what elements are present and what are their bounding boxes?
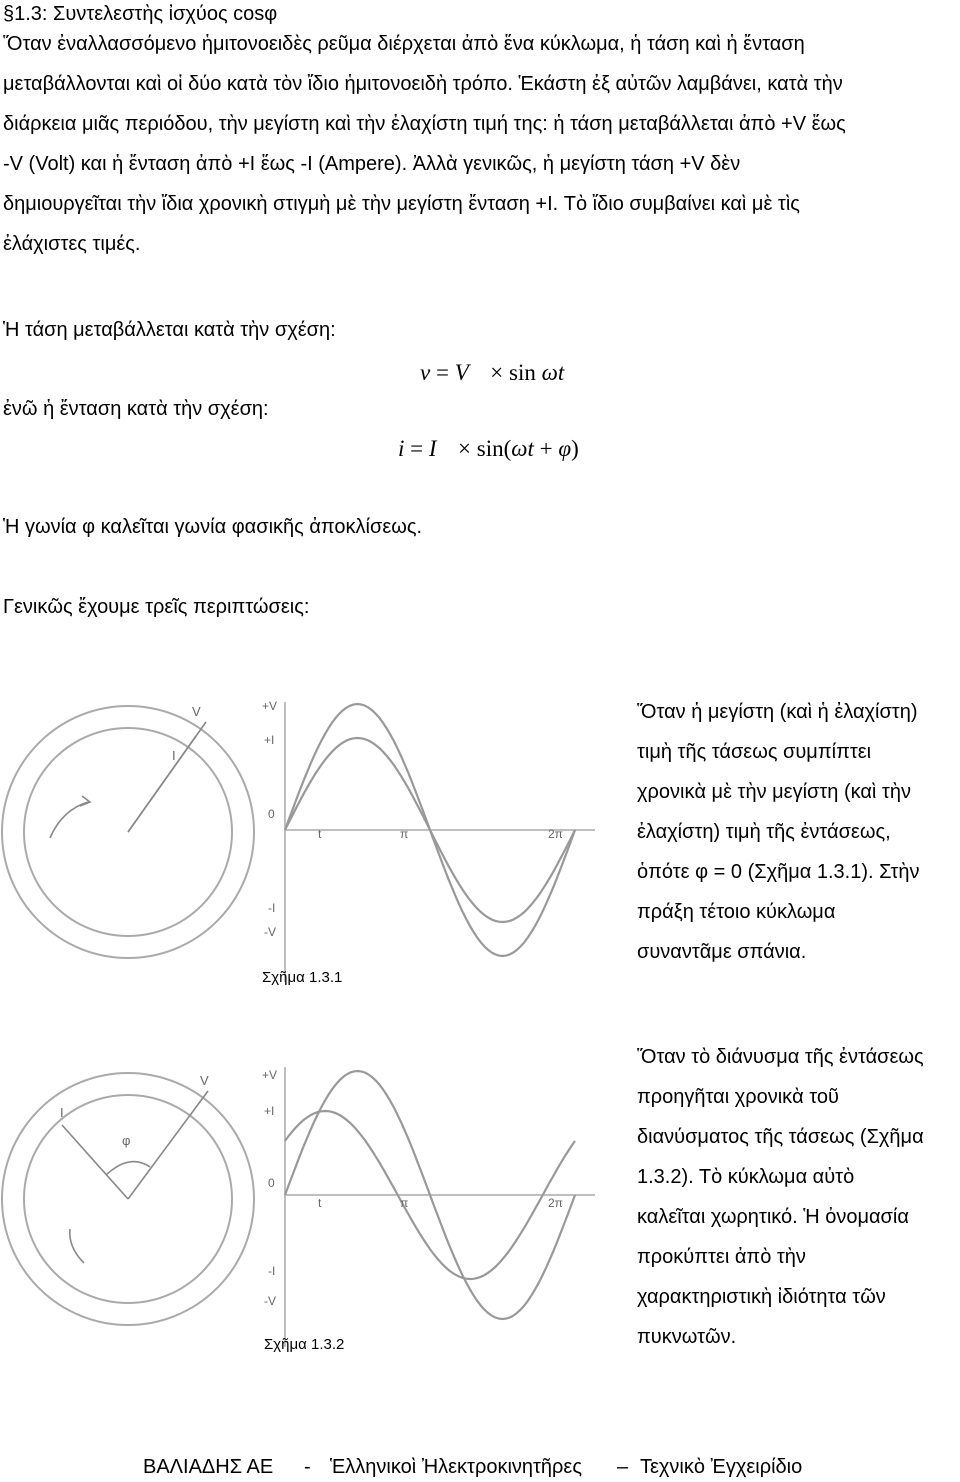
tick-zero: 0 <box>268 807 275 821</box>
figure-1-text-line: ὁπότε φ = 0 (Σχῆμα 1.3.1). Στὴν <box>637 861 920 883</box>
outer-circle <box>2 1073 254 1325</box>
eq-i-equals: = <box>410 436 424 461</box>
footer-long-dash: – <box>617 1456 629 1478</box>
tick-plus-i: +I <box>264 733 275 747</box>
figure-2-caption: Σχῆμα 1.3.2 <box>264 1336 345 1353</box>
figure-2-text-line: προηγῆται χρονικὰ τοῦ <box>637 1086 839 1108</box>
eq-i-amp: I <box>428 436 437 461</box>
tick-t: t <box>318 1196 322 1210</box>
eq-i-close: ) <box>571 436 579 461</box>
label-v: V <box>200 1073 209 1088</box>
tick-t: t <box>318 827 322 841</box>
label-v: V <box>192 704 201 719</box>
current-equation <box>398 436 579 462</box>
figure-1-text-line: τιμὴ τῆς τάσεως συμπίπτει <box>637 741 872 763</box>
intro-paragraph <box>3 24 958 264</box>
eq-i-phase: φ <box>558 436 572 461</box>
eq-v-equals: = <box>435 360 449 385</box>
footer-company: ΒΑΛΙΑΔΗΣ ΑΕ <box>143 1456 274 1478</box>
section-heading: §1.3: Συντελεστὴς ἰσχύος cosφ <box>3 3 278 25</box>
inner-circle <box>24 1095 232 1303</box>
figure-2-text-line: Ὅταν τὸ διάνυσμα τῆς ἐντάσεως <box>637 1046 924 1068</box>
tick-plus-v: +V <box>262 1068 278 1082</box>
footer-product: Ἑλληνικοὶ Ἠλεκτροκινητῆρες <box>330 1456 582 1478</box>
intro-line: διάρκεια μιᾶς περιόδου, τὴν μεγίστη καὶ τὴν ἐλαχίστη τιμή της: ἡ τάση μεταβάλλεται ἀπὸ +V ἕως <box>3 113 846 135</box>
figure-1-caption: Σχῆμα 1.3.1 <box>262 969 343 986</box>
phase-angle-text: Ἡ γωνία φ καλεῖται γωνία φασικῆς ἀποκλίσεως. <box>3 516 423 538</box>
eq-v-amp: V <box>454 360 469 385</box>
intro-line: -V (Volt) και ἡ ἔνταση ἀπὸ +I ἕως -I (Ampere). Ἀλλὰ γενικῶς, ἡ μεγίστη τάση +V δὲν <box>3 153 741 175</box>
voltage-equation <box>420 360 564 386</box>
rotation-arrow <box>70 1229 84 1263</box>
current-phasor <box>128 736 196 832</box>
eq-i-lhs: i <box>398 436 405 461</box>
current-phasor <box>62 1125 131 1199</box>
figure-1-text <box>637 692 960 972</box>
figure-2-text-line: καλεῖται χωρητικό. Ἡ ὀνομασία <box>637 1206 909 1228</box>
eq-i-times: × <box>458 436 472 461</box>
tick-pi: π <box>400 1196 409 1210</box>
figure-1-text-line: πράξη τέτοιο κύκλωμα <box>637 901 836 923</box>
figure-2-text <box>637 1037 960 1357</box>
eq-i-func: sin( <box>476 436 512 461</box>
label-i: I <box>60 1105 64 1120</box>
rotation-arrow <box>50 802 88 838</box>
eq-v-arg: ωt <box>541 360 565 385</box>
tick-minus-v: -V <box>264 925 276 939</box>
figure-1-text-line: χρονικὰ μὲ τὴν μεγίστη (καὶ τὴν <box>637 781 911 803</box>
figure-2-phasor-sine-diagram <box>0 1055 630 1355</box>
voltage-phasor <box>128 1091 208 1199</box>
eq-i-arg: ωt <box>511 436 534 461</box>
intro-line: δημιουργεῖται τὴν ἴδια χρονικὴ στιγμὴ μὲ τὴν μεγίστη ἔνταση +I. Τὸ ἴδιο συμβαίνει καὶ μὲ τὶς <box>3 193 800 215</box>
tick-two-pi: 2π <box>548 827 563 841</box>
figure-2-text-line: πυκνωτῶν. <box>637 1326 737 1348</box>
current-relation-label: ἐνῶ ἡ ἔνταση κατὰ τὴν σχέση: <box>3 398 269 420</box>
tick-two-pi: 2π <box>548 1196 563 1210</box>
eq-v-lhs: v <box>420 360 431 385</box>
tick-plus-v: +V <box>262 699 278 713</box>
figure-1-text-line: συναντᾶμε σπάνια. <box>637 941 807 963</box>
tick-minus-i: -I <box>268 901 276 915</box>
tick-plus-i: +I <box>264 1104 275 1118</box>
cases-intro: Γενικῶς ἔχουμε τρεῖς περιπτώσεις: <box>3 596 310 618</box>
voltage-relation-label: Ἡ τάση μεταβάλλεται κατὰ τὴν σχέση: <box>3 319 336 341</box>
eq-v-func: sin <box>509 360 536 385</box>
eq-v-times: × <box>490 360 504 385</box>
figure-1-text-line: ἐλαχίστη) τιμὴ τῆς ἐντάσεως, <box>637 821 891 843</box>
intro-line: μεταβάλλονται καὶ οἱ δύο κατὰ τὸν ἴδιο ἡμιτονοειδὴ τρόπο. Ἑκάστη ἐξ αὐτῶν λαμβάνει, κατὰ τὴν <box>3 73 843 95</box>
tick-zero: 0 <box>268 1176 275 1190</box>
tick-minus-v: -V <box>264 1294 276 1308</box>
figure-1-text-line: Ὅταν ἡ μεγίστη (καὶ ἡ ἐλαχίστη) <box>637 701 918 723</box>
tick-pi: π <box>400 827 409 841</box>
label-phi: φ <box>122 1133 131 1148</box>
footer-dash: - <box>304 1456 311 1478</box>
phase-angle-arc <box>106 1162 150 1175</box>
figure-1-phasor-sine-diagram <box>0 690 630 990</box>
eq-i-plus: + <box>539 436 553 461</box>
figure-2-text-line: διανύσματος τῆς τάσεως (Σχῆμα <box>637 1126 924 1148</box>
tick-minus-i: -I <box>268 1264 276 1278</box>
label-i: I <box>172 748 176 763</box>
intro-line: Ὅταν ἐναλλασσόμενο ἡμιτονοειδὲς ρεῦμα διέρχεται ἀπὸ ἕνα κύκλωμα, ἡ τάση καὶ ἡ ἔνταση <box>3 33 805 55</box>
footer-manual: Τεχνικὸ Ἐγχειρίδιο <box>640 1456 803 1478</box>
figure-2-text-line: 1.3.2). Τὸ κύκλωμα αὐτὸ <box>637 1166 855 1188</box>
figure-2-text-line: χαρακτηριστικὴ ἰδιότητα τῶν <box>637 1286 886 1308</box>
figure-2-text-line: προκύπτει ἀπὸ τὴν <box>637 1246 806 1268</box>
intro-line: ἐλάχιστες τιμές. <box>3 233 141 255</box>
